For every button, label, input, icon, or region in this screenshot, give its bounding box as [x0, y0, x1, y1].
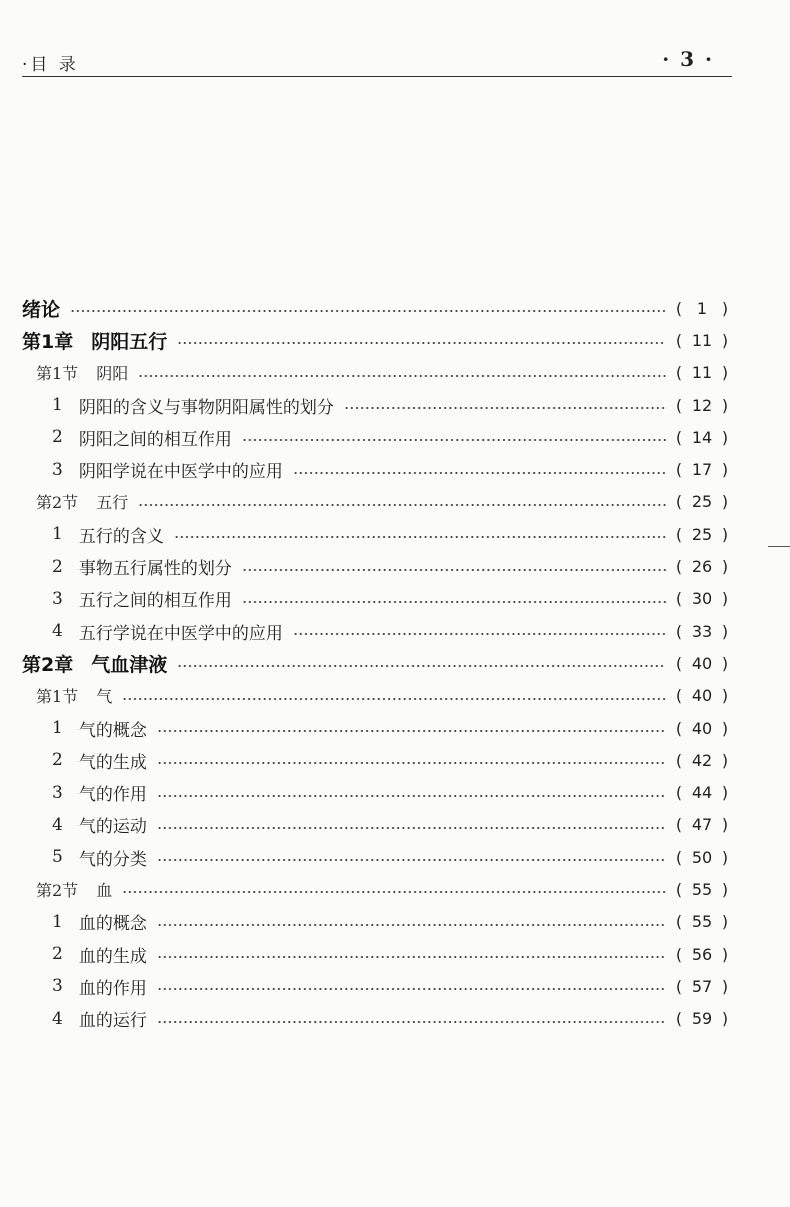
toc-entry-number: 第2章	[22, 653, 74, 676]
dot-leader	[293, 472, 666, 474]
header-section-title: ·目 录	[22, 55, 79, 75]
toc-entry-title: 血的生成	[78, 946, 147, 967]
dot-leader	[157, 988, 666, 990]
toc-page-number: 1	[696, 298, 708, 318]
dot-leader	[157, 730, 666, 732]
toc-entry-title: 事物五行属性的划分	[78, 559, 232, 580]
header-rule	[22, 76, 732, 77]
toc-page-number: 14	[691, 427, 713, 447]
toc-page-number: 40	[691, 718, 713, 738]
toc-page-reference: ( 40 )	[675, 686, 729, 706]
dot-leader	[293, 633, 666, 635]
toc-page-number: 30	[691, 589, 713, 609]
toc-entry-number: 第1章	[22, 330, 74, 353]
toc-entry	[22, 583, 730, 615]
toc-entry	[22, 550, 730, 582]
toc-entry	[22, 486, 730, 518]
dot-leader	[157, 762, 666, 764]
toc-page-number: 57	[691, 976, 713, 996]
toc-page-reference: ( 42 )	[675, 750, 729, 770]
toc-page-number: 42	[691, 750, 713, 770]
running-header	[22, 46, 732, 76]
toc-entry-number: 第2节	[36, 493, 79, 513]
dot-leader	[157, 924, 666, 926]
toc-entry-title: 气的生成	[78, 752, 147, 773]
toc-entry-number: 2	[52, 427, 63, 448]
toc-entry-number: 3	[52, 782, 63, 803]
toc-page-reference: ( 12 )	[675, 395, 729, 415]
toc-entry	[22, 453, 730, 485]
toc-entry	[22, 647, 730, 679]
toc-page-number: 50	[691, 847, 713, 867]
toc-entry	[22, 841, 730, 873]
toc-entry-number: 2	[52, 750, 63, 771]
table-of-contents	[22, 292, 730, 1035]
toc-entry-title: 阴阳之间的相互作用	[78, 429, 232, 450]
toc-entry-title: 气的作用	[78, 785, 147, 806]
toc-page-number: 56	[691, 944, 713, 964]
dot-leader	[157, 827, 666, 829]
toc-entry	[22, 970, 730, 1002]
toc-page-number: 17	[691, 460, 713, 480]
toc-entry-title: 五行	[96, 493, 129, 513]
toc-entry-number: 第2节	[36, 880, 79, 900]
toc-entry-number: 3	[52, 459, 63, 480]
toc-entry-number: 4	[52, 814, 63, 835]
toc-entry	[22, 292, 730, 324]
toc-page-number: 59	[691, 1009, 713, 1029]
dot-leader	[157, 956, 666, 958]
toc-entry-number: 4	[52, 621, 63, 642]
toc-page-reference: ( 26 )	[675, 557, 729, 577]
toc-entry-title: 阴阳学说在中医学中的应用	[78, 462, 283, 483]
toc-entry-number: 2	[52, 556, 63, 577]
toc-page-reference: ( 50 )	[675, 847, 729, 867]
toc-page-reference: ( 25 )	[675, 524, 729, 544]
toc-entry	[22, 1003, 730, 1035]
toc-entry	[22, 680, 730, 712]
toc-entry-title: 五行之间的相互作用	[78, 591, 232, 612]
toc-page-reference: ( 40 )	[675, 718, 729, 738]
header-page-number: · 3 ·	[662, 47, 714, 71]
toc-entry-number: 第1节	[36, 687, 79, 707]
toc-entry-number: 3	[52, 588, 63, 609]
toc-page-number: 25	[691, 492, 713, 512]
dot-leader	[138, 375, 666, 377]
toc-entry	[22, 324, 730, 356]
toc-entry	[22, 421, 730, 453]
toc-entry	[22, 744, 730, 776]
toc-page-reference: ( 1 )	[675, 298, 729, 318]
dot-leader	[157, 1021, 666, 1023]
toc-entry	[22, 615, 730, 647]
dot-leader	[344, 407, 666, 409]
dot-leader	[242, 439, 666, 441]
dot-leader	[177, 342, 666, 344]
toc-page-number: 33	[691, 621, 713, 641]
toc-page-reference: ( 11 )	[675, 363, 729, 383]
dot-leader	[138, 504, 666, 506]
toc-page-reference: ( 25 )	[675, 492, 729, 512]
toc-entry	[22, 357, 730, 389]
dot-leader	[122, 698, 666, 700]
toc-page-reference: ( 30 )	[675, 589, 729, 609]
toc-entry	[22, 389, 730, 421]
toc-entry-number: 1	[52, 718, 63, 738]
dot-leader	[70, 310, 666, 312]
toc-page-reference: ( 11 )	[675, 330, 729, 350]
toc-page-number: 12	[691, 395, 713, 415]
toc-page-reference: ( 33 )	[675, 621, 729, 641]
toc-entry-title: 气	[96, 687, 113, 707]
toc-page-reference: ( 55 )	[675, 912, 729, 932]
toc-entry-title: 血的运行	[78, 1011, 147, 1032]
toc-entry-title: 气血津液	[91, 653, 168, 676]
dot-leader	[174, 536, 666, 538]
toc-entry-title: 阴阳的含义与事物阴阳属性的划分	[78, 397, 334, 418]
margin-mark	[768, 546, 790, 547]
dot-leader	[157, 795, 666, 797]
toc-entry-number: 5	[52, 847, 63, 868]
toc-entry	[22, 776, 730, 808]
toc-page-reference: ( 40 )	[675, 653, 729, 673]
toc-entry-title: 五行的含义	[78, 526, 164, 547]
toc-entry	[22, 712, 730, 744]
toc-page-number: 40	[691, 653, 713, 673]
dot-leader	[157, 859, 666, 861]
toc-page-reference: ( 17 )	[675, 460, 729, 480]
toc-page-number: 26	[691, 557, 713, 577]
dot-leader	[177, 665, 666, 667]
toc-entry-title: 阴阳五行	[91, 330, 168, 353]
dot-leader	[122, 891, 666, 893]
toc-entry-title: 血	[96, 880, 113, 900]
toc-entry-number: 4	[52, 1008, 63, 1029]
toc-page-number: 40	[691, 686, 713, 706]
dot-leader	[242, 569, 666, 571]
toc-entry	[22, 938, 730, 970]
toc-entry-title: 五行学说在中医学中的应用	[78, 623, 283, 644]
toc-entry	[22, 518, 730, 550]
toc-entry	[22, 906, 730, 938]
toc-entry-title: 气的概念	[78, 720, 147, 741]
toc-entry-title: 气的运动	[78, 817, 147, 838]
toc-entry	[22, 809, 730, 841]
toc-entry-number: 2	[52, 944, 63, 965]
toc-page-reference: ( 56 )	[675, 944, 729, 964]
toc-page-reference: ( 47 )	[675, 815, 729, 835]
toc-page-reference: ( 57 )	[675, 976, 729, 996]
toc-page-reference: ( 14 )	[675, 427, 729, 447]
dot-leader	[242, 601, 666, 603]
toc-entry-number: 3	[52, 976, 63, 997]
toc-entry-title: 绪论	[22, 298, 61, 321]
toc-page-reference: ( 44 )	[675, 783, 729, 803]
toc-entry-number: 第1节	[36, 364, 79, 384]
toc-page-number: 44	[691, 783, 713, 803]
toc-page-number: 55	[691, 879, 713, 899]
toc-page-number: 47	[691, 815, 713, 835]
toc-entry-title: 阴阳	[96, 364, 129, 384]
toc-entry-number: 1	[52, 911, 63, 932]
toc-page-reference: ( 55 )	[675, 879, 729, 899]
toc-entry-title: 气的分类	[78, 849, 147, 870]
toc-page-number: 25	[691, 524, 713, 544]
toc-page-number: 11	[691, 330, 713, 350]
toc-page-number: 11	[691, 363, 713, 383]
toc-entry	[22, 873, 730, 905]
toc-page-reference: ( 59 )	[675, 1009, 729, 1029]
toc-entry-title: 血的作用	[78, 978, 147, 999]
toc-entry-number: 1	[52, 395, 63, 416]
toc-entry-title: 血的概念	[78, 914, 147, 935]
toc-page-number: 55	[691, 912, 713, 932]
toc-entry-number: 1	[52, 524, 63, 545]
